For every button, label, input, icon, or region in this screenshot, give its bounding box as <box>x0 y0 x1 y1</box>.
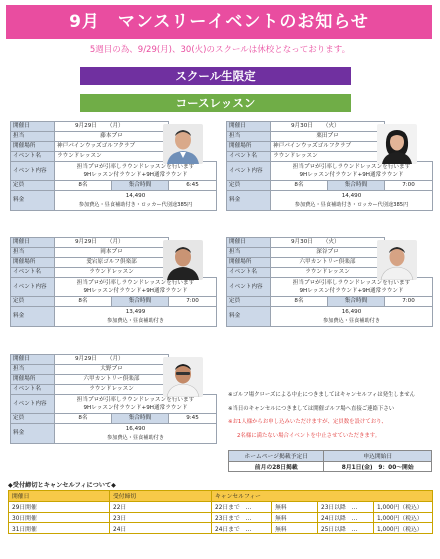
event-name: ラウンドレッスン <box>271 268 385 278</box>
venue: 神戸パインウッズゴルフクラブ <box>55 142 169 152</box>
closure-notice: 5週目の為、9/29(月)、30(火)のスクールは休校となっております。 <box>89 45 351 55</box>
event-content: 担当プロが引率しラウンドレッスンを行います 9Hレッスン付ラウンド+9H通常ラウンド <box>55 395 217 414</box>
venue: 六甲カントリー倶楽部 <box>55 375 169 385</box>
fee: 14,490 参加費込・昼食補助付き・ロッカー代別途385円 <box>55 191 217 211</box>
table-row: 31日開催 24日 24日まで … 無料 25日以降 … 1,000円（税込） <box>9 523 433 534</box>
cancel-fee-table <box>8 490 433 534</box>
event-date: 9月30日 （火） <box>271 122 385 132</box>
event-content: 担当プロが引率しラウンドレッスンを行います 9Hレッスン付ラウンド+9H通常ラウンド <box>271 162 433 181</box>
date-label: 開催日 <box>11 122 55 132</box>
meet-time: 6:45 <box>169 181 217 191</box>
schedule-info-table <box>228 450 432 472</box>
pro-name: 大野プロ <box>55 365 169 375</box>
pro-photo-ohno <box>163 357 203 397</box>
page-title: 9月 マンスリーイベントのお知らせ <box>6 5 432 39</box>
capacity: 8名 <box>271 297 328 307</box>
event-date: 9月29日 （月） <box>55 238 169 248</box>
event-name: ラウンドレッスン <box>55 268 169 278</box>
event-card-3: 開催日 9月29日 （月） 担当 岡本プロ 開催場所 愛宕原ゴルフ倶楽部 イベント名 ラウンドレッスン イベント内容 担当プロが引率しラウンドレッスンを行います 9Hレッスン付ラウンド+9H通常ラウンド 定員 8名 集合時間 7:00 料金 13,499 参加費込・昼食補助付き <box>10 237 217 327</box>
course-lesson-banner: コースレッスン <box>80 94 351 112</box>
pro-name: 深谷プロ <box>271 248 385 258</box>
note-1: ※ゴルフ場クローズによる中止につきましてはキャンセルフィは発生しません <box>228 392 415 398</box>
application-start-header: 申込開始日 <box>324 451 432 462</box>
meet-time: 7:00 <box>385 297 433 307</box>
table-row: 30日開催 23日 23日まで … 無料 24日以降 … 1,000円（税込） <box>9 512 433 523</box>
pro-photo-kurita <box>377 124 417 164</box>
pro-name: 岡本プロ <box>55 248 169 258</box>
event-date: 9月30日 （火） <box>271 238 385 248</box>
event-content: 担当プロが引率しラウンドレッスンを行います 9Hレッスン付ラウンド+9H通常ラウンド <box>55 278 217 297</box>
note-4: 2名様に満たない場合イベントを中止させていただきます。 <box>237 432 381 439</box>
meet-time: 7:00 <box>385 181 433 191</box>
pro-photo-fujimoto <box>163 124 203 164</box>
event-card-2: 開催日 9月30日 （火） 担当 栗田プロ 開催場所 神戸パインウッズゴルフクラブ イベント名 ラウンドレッスン イベント内容 担当プロが引率しラウンドレッスンを行います 9Hレッスン付ラウンド+9H通常ラウンド 定員 8名 集合時間 7:00 料金 14,490 参加費込・昼食補助付き・ロッカー代別途385円 <box>226 121 433 211</box>
event-card-4: 開催日 9月30日 （火） 担当 深谷プロ 開催場所 六甲カントリー倶楽部 イベント名 ラウンドレッスン イベント内容 担当プロが引率しラウンドレッスンを行います 9Hレッスン付ラウンド+9H通常ラウンド 定員 8名 集合時間 7:00 料金 16,490 参加費込・昼食補助付き <box>226 237 433 327</box>
table-header-row: 開催日 受付締切 キャンセルフィー <box>9 491 433 502</box>
pro-photo-fukaya <box>377 240 417 280</box>
event-name: ラウンドレッスン <box>55 385 169 395</box>
school-only-banner: スクール生限定 <box>80 67 351 85</box>
capacity: 8名 <box>55 297 112 307</box>
table-row: 29日開催 22日 22日まで … 無料 23日以降 … 1,000円（税込） <box>9 501 433 512</box>
note-3: ※お1人様からお申し込みいただけますが、定員数を設けており、 <box>228 419 387 425</box>
capacity: 8名 <box>55 414 112 424</box>
event-content: 担当プロが引率しラウンドレッスンを行います 9Hレッスン付ラウンド+9H通常ラウンド <box>55 162 217 181</box>
pro-name: 藤本プロ <box>55 132 169 142</box>
capacity: 8名 <box>271 181 328 191</box>
fee: 14,490 参加費込・昼食補助付き・ロッカー代別途385円 <box>271 191 433 211</box>
notes <box>228 389 433 443</box>
pro-name: 栗田プロ <box>271 132 385 142</box>
venue: 神戸パインウッズゴルフクラブ <box>271 142 385 152</box>
event-name: ラウンドレッスン <box>271 152 385 162</box>
note-2: ※当日のキャンセルにつきましては開催ゴルフ場へ直接ご連絡下さい <box>228 405 395 412</box>
capacity: 8名 <box>55 181 112 191</box>
cancel-section-title: ◆受付締切とキャンセルフィについて◆ <box>8 482 116 489</box>
publish-date: 前月の28日掲載 <box>229 461 324 472</box>
event-card-5: 開催日 9月29日 （月） 担当 大野プロ 開催場所 六甲カントリー倶楽部 イベント名 ラウンドレッスン イベント内容 担当プロが引率しラウンドレッスンを行います 9Hレッスン付ラウンド+9H通常ラウンド 定員 8名 集合時間 9:45 料金 16,490 参加費込・昼食補助付き <box>10 354 217 444</box>
event-content: 担当プロが引率しラウンドレッスンを行います 9Hレッスン付ラウンド+9H通常ラウンド <box>271 278 433 297</box>
fee: 16,490 参加費込・昼食補助付き <box>55 424 217 444</box>
venue: 六甲カントリー倶楽部 <box>271 258 385 268</box>
meet-time: 9:45 <box>169 414 217 424</box>
event-date: 9月29日 （月） <box>55 122 169 132</box>
venue: 愛宕原ゴルフ倶楽部 <box>55 258 169 268</box>
meet-time: 7:00 <box>169 297 217 307</box>
event-card-1: 開催日 9月29日 （月） 担当 藤本プロ 開催場所 神戸パインウッズゴルフクラブ イベント名 ラウンドレッスン イベント内容 担当プロが引率しラウンドレッスンを行います 9Hレッスン付ラウンド+9H通常ラウンド 定員 8名 集合時間 6:45 料金 14,490 参加費込・昼食補助付き・ロッカー代別途385円 <box>10 121 217 211</box>
event-date: 9月29日 （月） <box>55 355 169 365</box>
fee: 16,490 参加費込・昼食補助付き <box>271 307 433 327</box>
fee: 13,499 参加費込・昼食補助付き <box>55 307 217 327</box>
application-start: 8月1日(金) 9：00～開始 <box>324 461 432 472</box>
pro-photo-okamoto <box>163 240 203 280</box>
publish-date-header: ホームページ掲載予定日 <box>229 451 324 462</box>
event-name: ラウンドレッスン <box>55 152 169 162</box>
